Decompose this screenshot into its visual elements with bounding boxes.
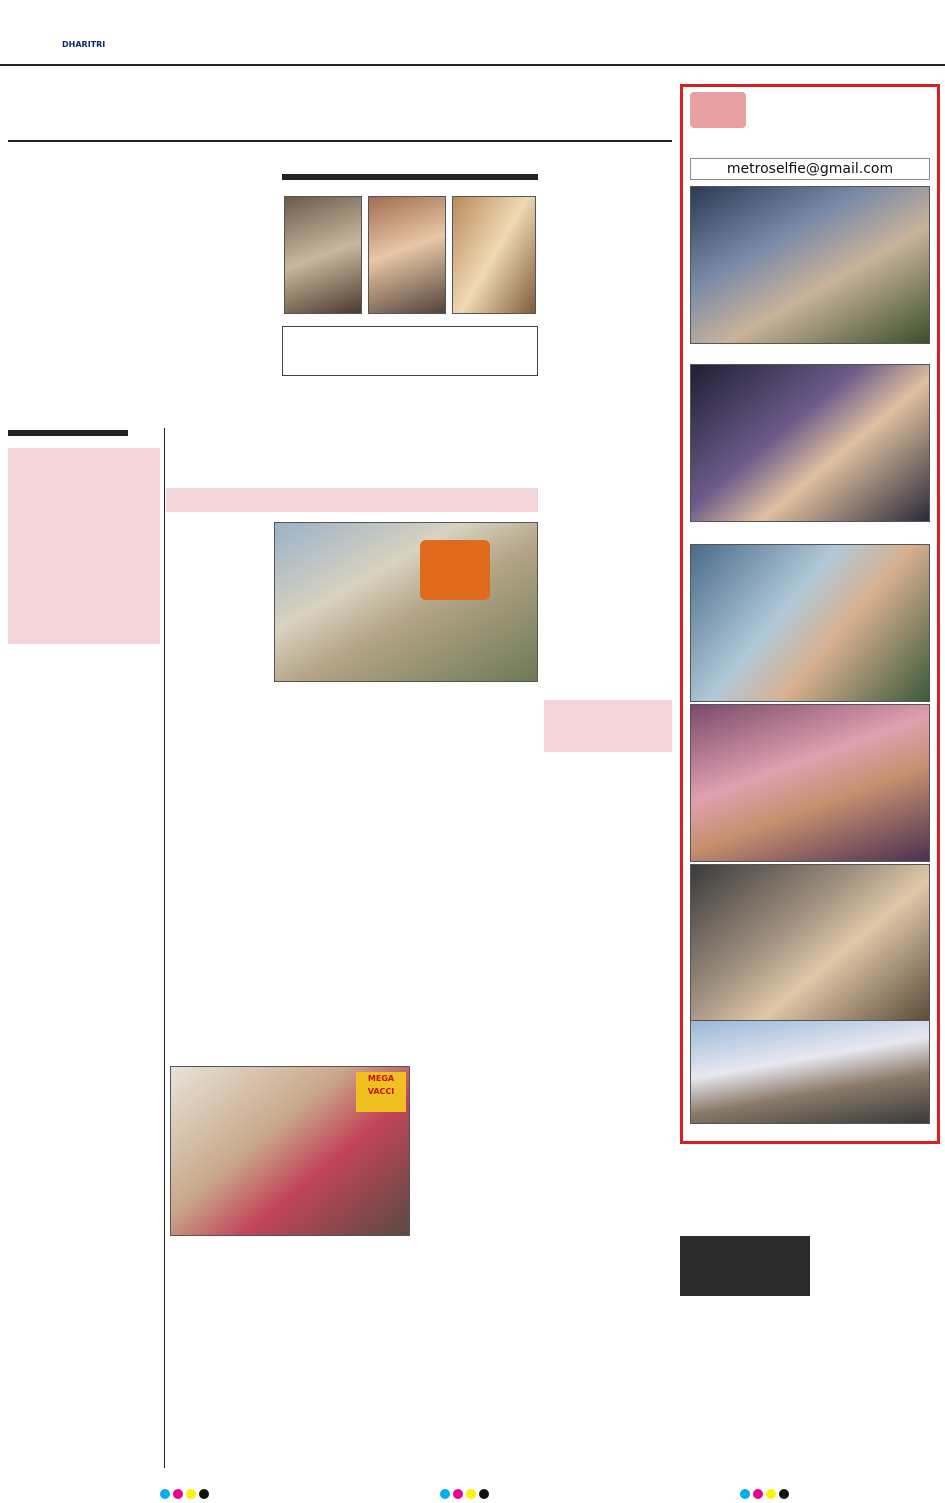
selfie-photo-4 [690,704,930,862]
temple-subhead [166,488,538,512]
lead-divider [8,140,672,142]
lead-column-2b [282,382,538,412]
selfie-photo-1 [690,186,930,344]
selfie-photo-3 [690,544,930,702]
award-quote-box [282,326,538,376]
brief-body-2 [8,896,162,1132]
brief-body-3 [8,1160,162,1462]
fake-box-body [814,1236,940,1466]
temple-body-right [408,690,538,766]
selfie-photo-2 [690,364,930,522]
vaccine-banner: MEGA VACCI [356,1072,406,1112]
govt-body [544,534,672,694]
excavator-shape [420,540,490,600]
logo-subtitle: DHARITRI [62,40,106,49]
temple-body-left [170,534,270,764]
today-events-list [12,464,158,640]
lead-column-3 [544,150,672,412]
registration-marks-center [440,1484,500,1496]
lead-column-2 [176,150,276,412]
brief-body-1 [8,694,162,848]
lead-column-1 [8,162,168,410]
selfie-photo-5 [690,864,930,1022]
photo-ramachandra [452,196,536,314]
temple-body-mid [274,690,402,766]
registration-marks-right [740,1484,800,1496]
murder-body [170,826,538,1022]
teaser-text [304,4,774,60]
registration-marks-left [160,1484,220,1496]
photo-aarushi [368,196,446,314]
tank-body [544,758,672,1166]
tank-headline [544,700,672,752]
column-rule [164,428,165,1468]
today-events-title [8,430,128,436]
selfie-email[interactable]: metroselfie@gmail.com [690,158,930,180]
fake-box [680,1236,810,1296]
award-box-title [282,174,538,180]
selfie-photo-6 [690,1020,930,1124]
phone-icon [690,92,746,128]
barrister-body [414,1126,538,1466]
photo-binodini-devi [284,196,362,314]
vaccine-body [170,1256,410,1466]
photo-demolished-temple [274,522,538,682]
